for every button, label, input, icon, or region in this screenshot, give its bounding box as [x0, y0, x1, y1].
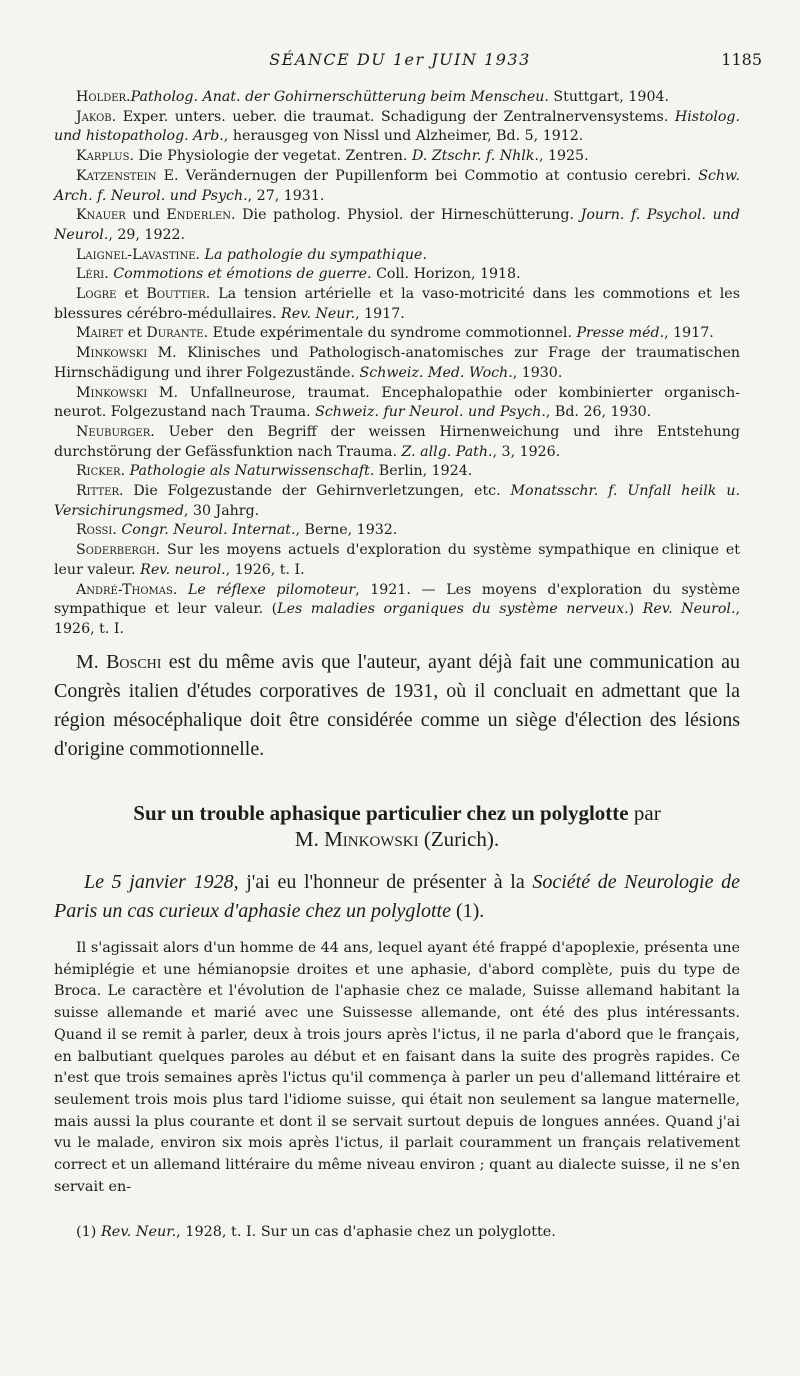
discussion-paragraph [54, 648, 740, 764]
reference-item [54, 167, 740, 206]
reference-text: , 1925. [538, 148, 589, 165]
intro-footnote-ref: (1). [450, 900, 485, 922]
bibliography [54, 88, 740, 640]
reference-author: Neuburger. [76, 423, 155, 440]
reference-work: Rev. Neur. [281, 305, 356, 322]
reference-work: Commotions et émotions de guerre. [108, 266, 372, 283]
reference-work: Pathologie als Naturwissenschaft. [125, 463, 375, 480]
reference-text: Die Folgezustande der Gehirnverletzungen, etc. [123, 483, 511, 500]
reference-text: Sur les moyens actuels d'exploration du système sympathique en clinique et leur valeur. [54, 542, 740, 578]
reference-work: Rev. Neurol. [642, 601, 736, 618]
reference-text: Exper. unters. ueber. die traumat. Schadigung der Zentralnervensystems. [116, 108, 675, 125]
reference-coauthor: Enderlen. [166, 207, 236, 224]
article-author-name: Minkowski [324, 827, 419, 851]
reference-item [54, 246, 740, 266]
running-header [0, 50, 800, 74]
reference-author: Katzenstein [76, 167, 157, 184]
reference-author: Knauer [76, 207, 126, 224]
footnote-text: , 1928, t. I. Sur un cas d'aphasie chez un polyglotte. [176, 1224, 556, 1240]
comment-text: est du même avis que l'auteur, ayant déjà fait une communication au Congrès italien d'études corporatives de 1931, où il concluait en admettant que la région mésocéphalique doit être considérée comme un siège d'élection des lésions d'origine commotionnelle. [54, 651, 740, 760]
reference-author: Minkowski [76, 345, 148, 362]
reference-author: André-Thomas. [76, 581, 178, 598]
reference-author: Logre [76, 286, 117, 303]
reference-work: Congr. Neurol. Internat. [116, 522, 296, 539]
reference-author: Ricker. [76, 463, 126, 480]
reference-author: Ritter. [76, 483, 124, 500]
reference-text: ) [628, 601, 643, 618]
reference-work: Journ. f. Psychol. und Neurol. [54, 207, 740, 243]
reference-text: , 3, 1926. [492, 443, 561, 460]
reference-item [54, 581, 740, 640]
reference-text: Berlin, 1924. [374, 463, 473, 480]
reference-item [54, 147, 740, 167]
reference-item [54, 521, 740, 541]
reference-coauthor: Bouttier. [146, 286, 211, 303]
intro-paragraph [54, 868, 740, 926]
reference-text: et [123, 325, 147, 342]
reference-item [54, 324, 740, 344]
reference-author: Rossi. [76, 522, 117, 539]
reference-work: Monatsschr. f. Unfall heilk u. Versichirungsmed [54, 483, 740, 519]
intro-date: Le 5 janvier 1928, [84, 871, 239, 893]
reference-text: La tension artérielle et la vaso-motricité dans les commotions et les blessures cérébro-médullaires. [54, 286, 740, 322]
reference-work: Schweiz. fur Neurol. und Psych. [315, 404, 546, 421]
reference-text: et [116, 286, 147, 303]
reference-item [54, 206, 740, 245]
reference-text: Die Physiologie der vegetat. Zentren. [133, 148, 412, 165]
reference-work: Rev. neurol. [140, 561, 226, 578]
reference-text: Ueber den Begriff der weissen Hirnenweichung und ihre Entstehung durchstörung der Gefässfunktion nach Trauma. [54, 423, 740, 460]
reference-item [54, 423, 740, 462]
intro-society: Société de Neurologie de Paris un cas curieux d'aphasie chez un polyglotte [54, 871, 741, 922]
reference-text: , herausgeg von Nissl und Alzheimer, Bd. 5, 1912. [223, 128, 584, 145]
reference-author: Mairet [76, 325, 124, 342]
reference-text: , Bd. 26, 1930. [545, 404, 652, 421]
reference-author: Jakob. [76, 108, 117, 125]
reference-work: Z. allg. Path. [401, 443, 493, 460]
reference-item [54, 462, 740, 482]
commenter-name: Boschi [106, 651, 162, 673]
reference-item [54, 482, 740, 521]
comment-prefix: M. [76, 651, 107, 673]
article-title-main: Sur un trouble aphasique particulier chez un polyglotte [133, 801, 629, 825]
reference-work: Le réflexe pilomoteur [177, 581, 356, 598]
article-author-place: (Zurich). [418, 827, 500, 851]
reference-work: Schweiz. Med. Woch. [359, 364, 513, 381]
reference-coauthor: Durante. [146, 325, 209, 342]
footnote-marker: (1) [76, 1224, 101, 1240]
reference-item [54, 344, 740, 383]
reference-text: , 1917. [355, 305, 405, 322]
reference-text: , 27, 1931. [247, 187, 325, 204]
reference-text: , 1926, t. I. [54, 601, 740, 637]
reference-item [54, 285, 740, 324]
reference-author: Léri. [76, 266, 109, 283]
reference-work: D. Ztschr. f. Nhlk. [411, 148, 539, 165]
reference-text: , 1930. [512, 364, 563, 381]
reference-author: Minkowski [76, 384, 148, 401]
reference-work: Les maladies organiques du système nerveux. [277, 601, 629, 618]
reference-text: M. Unfallneurose, traumat. Encephalopathie oder kombinierter organisch-neurot. Folgezustand nach Trauma. [54, 384, 740, 421]
reference-item [54, 384, 740, 423]
reference-item [54, 88, 740, 108]
footnote-source: Rev. Neur. [100, 1224, 177, 1240]
reference-text: , 1917. [664, 325, 714, 342]
reference-author: Holder. [76, 89, 131, 105]
article-title [54, 800, 740, 852]
article-title-by: par [628, 801, 661, 825]
reference-work: Presse méd. [576, 325, 665, 342]
reference-text: E. Verändernugen der Pupillenform bei Commotio at contusio cerebri. [156, 167, 699, 184]
reference-text: M. Klinisches und Pathologisch-anatomisches zur Frage der traumatischen Hirnschädigung und ihrer Folgezustände. [54, 345, 740, 381]
reference-text: und [125, 207, 167, 224]
reference-work: Patholog. Anat. der Gohirnerschütterung beim Menscheu. [130, 89, 549, 105]
reference-text: Die patholog. Physiol. der Hirneschütterung. [235, 207, 581, 224]
footnote [76, 1222, 740, 1242]
reference-text: , 1921. — Les moyens d'exploration du système sympathique et leur valeur. ( [54, 581, 740, 618]
article-author-prefix: M. [294, 827, 325, 851]
reference-text: , 30 Jahrg. [183, 502, 260, 519]
reference-work: La pathologie du sympathique. [200, 246, 427, 263]
reference-text: , Berne, 1932. [295, 522, 398, 539]
body-paragraph: Il s'agissait alors d'un homme de 44 ans, lequel ayant été frappé d'apoplexie, présenta une hémiplégie et une hémianopsie droites et une aphasie, d'abord complète, puis du type de Broca. Le caractère et l'évolution de l'aphasie chez ce malade, Suisse allemand habitant la suisse allemande et marié avec une Suissesse allemande, ont été des plus intéressants. Quand il se remit à parler, deux à trois jours après l'ictus, il ne parla d'abord que le français, en balbutiant quelques paroles au début et en faisant dans la suite des progrès rapides. Ce n'est que trois semaines après l'ictus qu'il commença à parler un peu d'allemand littéraire et seulement trois mois plus tard l'idiome suisse, qui était non seulement sa langue maternelle, mais aussi la plus courante et dont il se servait surtout depuis de longues années. Quand j'ai vu le malade, environ six mois après l'ictus, il parlait couramment un français relativement correct et un allemand littéraire du même niveau environ ; quant au dialecte suisse, il ne s'en servait en- [54, 940, 740, 1195]
reference-text: , 29, 1922. [108, 226, 186, 243]
reference-author: Karplus. [76, 148, 134, 165]
reference-author: Soderbergh. [76, 542, 161, 559]
reference-text: , 1926, t. I. [225, 561, 305, 578]
header-title: SÉANCE DU 1er JUIN 1933 [269, 50, 531, 69]
reference-work: Schw. Arch. f. Neurol. und Psych. [54, 167, 740, 204]
reference-item [54, 108, 740, 147]
reference-text: Coll. Horizon, 1918. [371, 266, 521, 283]
reference-author: Laignel-Lavastine. [76, 246, 201, 263]
reference-item [54, 541, 740, 580]
reference-work: Histolog. und histopatholog. Arb. [54, 108, 740, 145]
intro-text: j'ai eu l'honneur de présenter à la [238, 871, 533, 893]
page-number: 1185 [721, 50, 762, 69]
reference-text: Etude expérimentale du syndrome commotionnel. [208, 325, 577, 342]
reference-item [54, 265, 740, 285]
reference-text: Stuttgart, 1904. [548, 89, 670, 105]
